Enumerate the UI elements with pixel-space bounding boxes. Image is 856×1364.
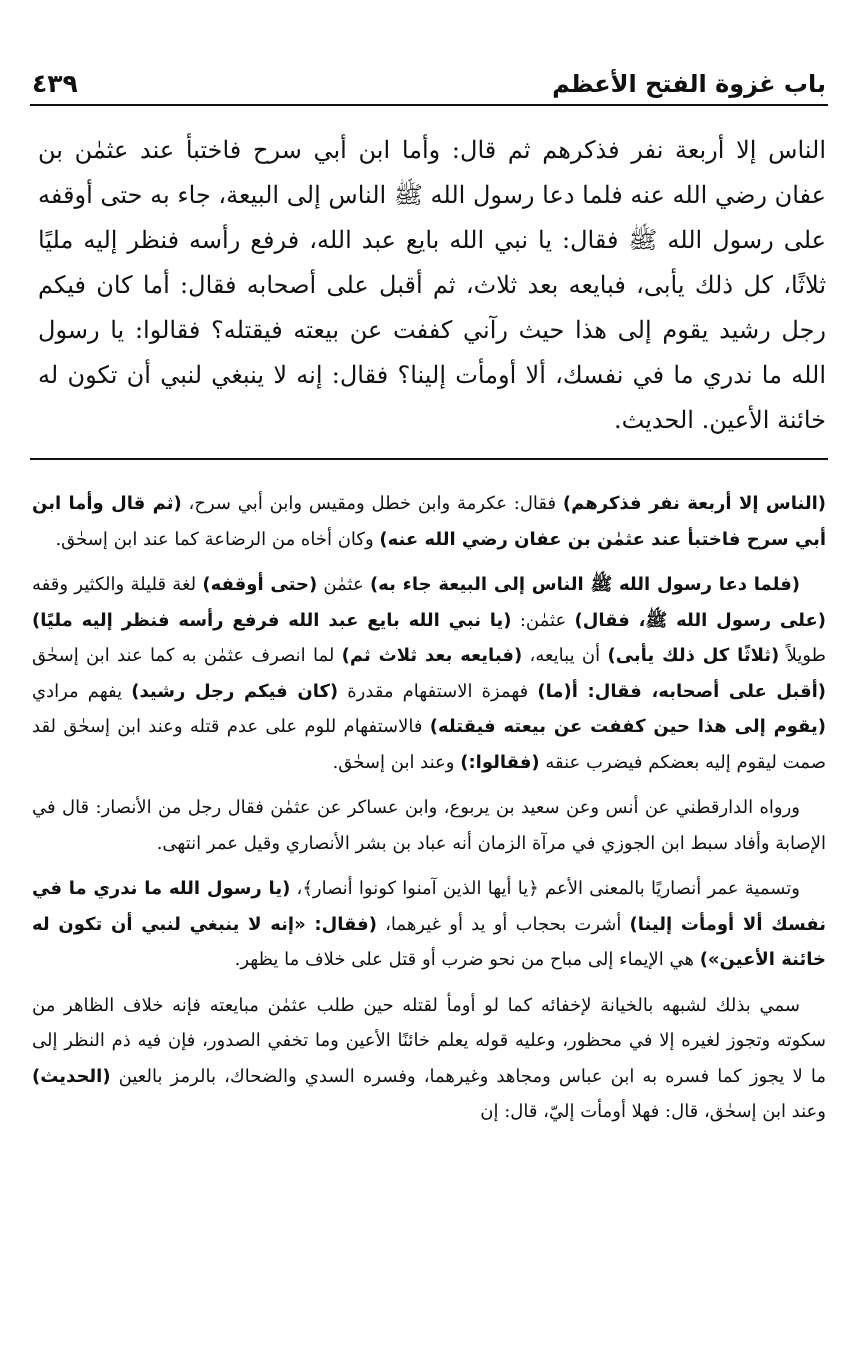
header-divider <box>30 104 828 106</box>
commentary-text: وكان أخاه من الرضاعة كما عند ابن إسحٰق. <box>55 528 380 550</box>
page-header <box>32 58 826 98</box>
commentary-text: فقال: عكرمة وابن خطل ومقيس وابن أبي سرح، <box>181 493 563 514</box>
commentary-text: لما انصرف عثمٰن به كما عند ابن إسحٰق <box>32 645 342 666</box>
commentary-section <box>32 486 826 1140</box>
commentary-text: هي الإيماء إلى مباح من نحو ضرب أو قتل على خلاف ما يظهر. <box>234 949 700 970</box>
quoted-hadith-text: (فقالوا:) <box>460 751 540 773</box>
quoted-hadith-text: (فلما دعا رسول الله ﷺ الناس إلى البيعة جاء به) <box>369 574 800 595</box>
commentary-text: وتسمية عمر أنصاريًا بالمعنى الأعم ﴿يا أيها الذين آمنوا كونوا أنصار﴾، <box>290 878 801 899</box>
quoted-hadith-text: (ثم قال وأما ابن أبي سرح فاختبأ عند عثمٰن بن عفان رضي الله عنه) <box>32 493 826 550</box>
commentary-text: عثمٰن <box>317 574 370 595</box>
commentary-text: طويلاً <box>779 645 827 666</box>
quoted-hadith-text: (الحديث) <box>32 1065 111 1087</box>
quoted-hadith-text: (كان فيكم رجل رشيد) <box>131 680 339 702</box>
quoted-hadith-text: (فبايعه بعد ثلاث ثم) <box>341 645 523 666</box>
commentary-text: وعند ابن إسحٰق، قال: فهلا أومأت إليّ، قال: إن <box>480 1101 826 1122</box>
commentary-text: سمي بذلك لشبهه بالخيانة لإخفائه كما لو أومأ لقتله حين طلب عثمٰن مبايعته فإنه خلاف الظاهر من سكوته وتجوز لغيره إلا في محظور، وعليه قوله يعلم خائنًا الأعين وما تخفي الصدور، فإن فيه ذم النظر إلى ما لا يجوز كما فسره به ابن عباس ومجاهد وغيرهما، وفسره السدي والضحاك، بالرمز بالعين <box>32 994 826 1087</box>
commentary-paragraph-4 <box>32 871 826 978</box>
commentary-text: لغة قليلة والكثير وقفه <box>32 574 203 595</box>
commentary-text: وعند ابن إسحٰق. <box>332 751 461 773</box>
quoted-hadith-text: (يا رسول الله ما ندري ما في نفسك ألا أومأت إلينا) <box>32 878 826 935</box>
commentary-text: فالاستفهام للوم على عدم قتله وعند ابن إسحٰق لقد صمت ليقوم إليه بعضكم فيضرب عنقه <box>32 716 826 773</box>
commentary-paragraph-1 <box>32 486 826 557</box>
commentary-paragraph-2 <box>32 567 826 780</box>
quoted-hadith-text: (الناس إلا أربعة نفر فذكرهم) <box>562 493 826 514</box>
chapter-title: باب غزوة الفتح الأعظم <box>552 70 826 98</box>
quoted-hadith-text: (أقبل على أصحابه، فقال: أ(ما) <box>537 680 827 702</box>
commentary-text: يفهم مرادي <box>32 680 132 702</box>
quoted-hadith-text: (ثلاثًا كل ذلك يأبى) <box>607 645 780 666</box>
commentary-divider <box>30 458 828 460</box>
commentary-text: أن يبايعه، <box>522 645 608 666</box>
commentary-text: عثمٰن: <box>511 609 575 631</box>
quoted-hadith-text: (حتى أوقفه) <box>202 574 318 595</box>
quoted-hadith-text: (على رسول الله ﷺ، فقال) <box>574 609 827 631</box>
page-number: ٤٣٩ <box>32 69 78 98</box>
commentary-paragraph-5 <box>32 988 826 1130</box>
commentary-text: فهمزة الاستفهام مقدرة <box>338 680 538 702</box>
quoted-hadith-text: (فقال: «إنه لا ينبغي لنبي أن تكون له خائنة الأعين») <box>32 913 826 970</box>
quoted-hadith-text: (يقوم إلى هذا حين كففت عن بيعته فيقتله) <box>429 716 826 737</box>
hadith-main-text: الناس إلا أربعة نفر فذكرهم ثم قال: وأما ابن أبي سرح فاختبأ عند عثمٰن بن عفان رضي الله عنه فلما دعا رسول الله ﷺ الناس إلى البيعة، جاء به حتى أوقفه على رسول الله ﷺ فقال: يا نبي الله بايع عبد الله، فرفع رأسه فنظر إليه مليًا ثلاثًا، كل ذلك يأبى، فبايعه بعد ثلاث، ثم أقبل على أصحابه فقال: أما كان فيكم رجل رشيد يقوم إلى هذا حيث رآني كففت عن بيعته فيقتله؟ فقالوا: يا رسول الله ما ندري ما في نفسك، ألا أومأت إلينا؟ فقال: إنه لا ينبغي لنبي أن تكون له خائنة الأعين. الحديث. <box>38 136 827 434</box>
commentary-paragraph-3: ورواه الدارقطني عن أنس وعن سعيد بن يربوع، وابن عساكر عن عثمٰن فقال رجل من الأنصار: قال في الإصابة وأفاد سبط ابن الجوزي في مرآة الزمان أنه عباد بن بشر الأنصاري وقيل عمر انتهى. <box>32 797 826 854</box>
commentary-text: أشرت بحجاب أو يد أو غيرهما، <box>376 913 630 935</box>
quoted-hadith-text: (يا نبي الله بايع عبد الله فرفع رأسه فنظر إليه مليًا) <box>32 609 512 631</box>
